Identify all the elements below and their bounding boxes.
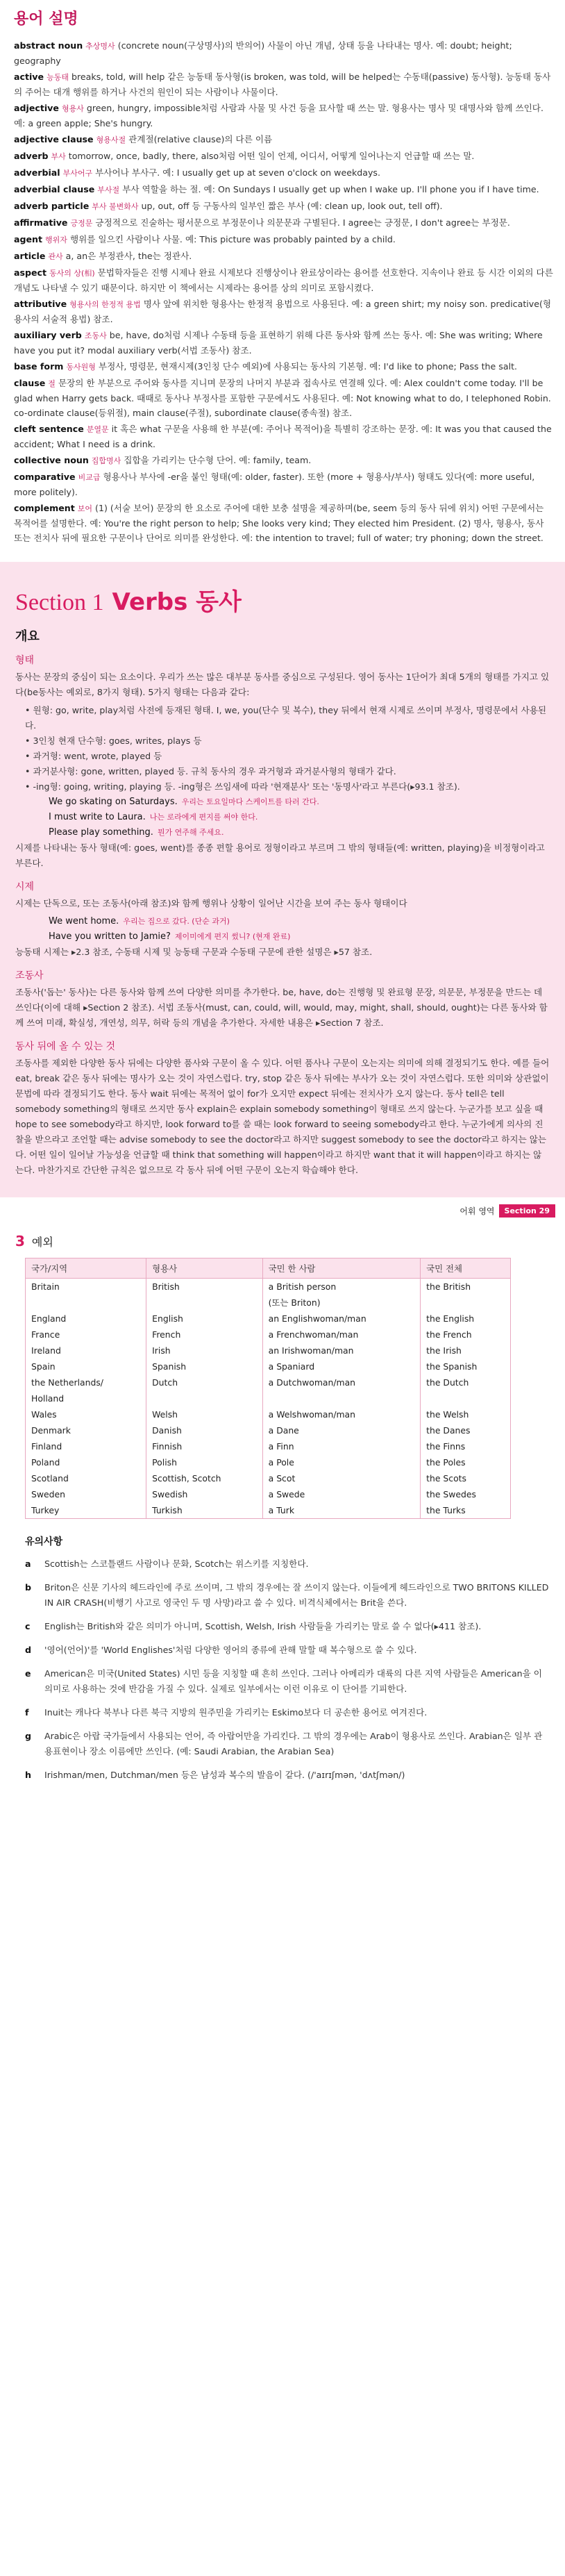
table-cell: a Pole	[262, 1454, 420, 1470]
entry-korean-term: 부사 불변화사	[92, 202, 139, 211]
table-cell: a Turk	[262, 1502, 420, 1519]
exceptions-heading	[15, 1233, 550, 1249]
example-korean: 우리는 집으로 갔다. (단순 과거)	[123, 917, 230, 926]
entry-korean-term: 집합명사	[91, 456, 121, 465]
table-cell: Sweden	[26, 1486, 146, 1502]
table-cell: Danish	[146, 1422, 263, 1438]
entry-definition: 긍정적으로 진술하는 평서문으로 부정문이나 의문문과 구별된다. I agree는 긍정문, I don't agree는 부정문.	[95, 217, 510, 228]
section-title	[15, 583, 550, 617]
entry-definition: 부사어나 부사구. 예: I usually get up at seven o'clock on weekdays.	[95, 167, 380, 178]
table-row	[26, 1406, 511, 1422]
entry-term: adverbial clause	[14, 184, 95, 194]
glossary-title: 용어 설명	[14, 10, 78, 28]
table-cell: the Netherlands/	[26, 1374, 146, 1390]
form-bullet	[25, 703, 550, 733]
example-english: Please play something.	[49, 827, 153, 838]
example-english: We go skating on Saturdays.	[49, 797, 178, 807]
entry-definition: a, an은 부정관사, the는 정관사.	[65, 251, 192, 261]
form-bullets	[15, 703, 550, 795]
entry-korean-term: 부사	[51, 152, 66, 161]
entry-definition: 문법학자들은 진행 시제나 완료 시제보다 진행상이나 완료상이라는 용어를 선호한다. 지속이나 완료 등 시간 이외의 다른 개념도 나타낼 수 있기 때문이다. 하지만 이 책에서는 시제라는 용어를 상의 의미로 포함시켰다.	[14, 267, 553, 293]
note-item	[25, 1768, 550, 1783]
glossary-entry	[14, 376, 554, 420]
table-cell: Ireland	[26, 1343, 146, 1358]
example-sentence	[49, 929, 550, 945]
section-heading: Verbs 동사	[112, 588, 242, 616]
entry-term: complement	[14, 503, 75, 513]
table-cell: Denmark	[26, 1422, 146, 1438]
table-cell: an Englishwoman/man	[262, 1311, 420, 1327]
example-english: I must write to Laura.	[49, 812, 146, 822]
glossary-entry	[14, 165, 554, 181]
overview-heading: 개요	[15, 629, 40, 644]
glossary	[0, 0, 565, 556]
note-item	[25, 1619, 550, 1634]
form-heading: 형태	[15, 655, 35, 666]
table-cell: the Welsh	[421, 1406, 511, 1422]
table-cell: a British person	[262, 1279, 420, 1295]
entry-term: adverb	[14, 151, 49, 161]
bullet-text: 과거분사형: gone, written, played 등. 규칙 동사의 경우 과거형과 과거분사형의 형태가 같다.	[33, 766, 396, 776]
entry-term: affirmative	[14, 217, 68, 228]
table-header-cell: 국가/지역	[26, 1258, 146, 1279]
note-letter: f	[25, 1707, 29, 1718]
note-item	[25, 1666, 550, 1697]
table-cell: French	[146, 1327, 263, 1343]
note-text: Scottish는 스코틀랜드 사람이나 문화, Scotch는 위스키를 지칭한다.	[44, 1559, 309, 1569]
entry-korean-term: 부사어구	[62, 169, 93, 178]
table-cell: Turkish	[146, 1502, 263, 1519]
entry-definition: (1) (서술 보어) 문장의 한 요소로 주어에 대한 보충 설명을 제공하며(be, seem 등의 동사 뒤에 위치) 어떤 구문에서는 목적어를 설명한다. 예: You're the right person to help; She looks very kind; They elected him President. (2) 명사, 형용사, 동사 또는 전치사 뒤에 필요한 구문이나 단어로 의미를 완성한다. 예: the intention to travel; full of water; try phoning; down the street.	[14, 503, 544, 543]
form-intro: 동사는 문장의 중심이 되는 요소이다. 우리가 쓰는 많은 대부분 동사를 중심으로 구성된다. 영어 동사는 1단어가 최대 5개의 형태를 가지고 있다(be동사는 예외로, 8가지 형태). 5가지 형태는 다음과 같다:	[15, 672, 550, 697]
entry-term: adverb particle	[14, 201, 90, 211]
table-header-cell: 국민 전체	[421, 1258, 511, 1279]
table-row	[26, 1374, 511, 1390]
example-korean: 나는 로라에게 편지를 써야 한다.	[149, 813, 258, 822]
table-cell: the Swedes	[421, 1486, 511, 1502]
table-cell: the Spanish	[421, 1358, 511, 1374]
table-cell: the British	[421, 1279, 511, 1295]
table-cell: a Swede	[262, 1486, 420, 1502]
entry-term: collective noun	[14, 455, 89, 465]
note-letter: e	[25, 1668, 31, 1679]
entry-definition: green, hungry, impossible처럼 사람과 사물 및 사건 등을 묘사할 때 쓰는 말. 형용사는 명사 및 대명사와 함께 쓰인다. 예: a green apple; She's hungry.	[14, 103, 543, 128]
glossary-entry	[14, 359, 554, 374]
table-cell: (또는 Briton)	[262, 1295, 420, 1311]
glossary-entry	[14, 470, 554, 499]
example-sentence	[49, 810, 550, 825]
table-cell	[262, 1390, 420, 1406]
table-row	[26, 1311, 511, 1327]
table-cell: Scottish, Scotch	[146, 1470, 263, 1486]
bullet-text: 3인칭 현재 단수형: goes, writes, plays 등	[33, 736, 202, 746]
entry-korean-term: 비교급	[78, 473, 101, 482]
bullet-text: -ing형: going, writing, playing 등. -ing형은 쓰임새에 따라 '현재분사' 또는 '동명사'라고 부른다(▸93.1 참조).	[33, 781, 460, 792]
glossary-entry	[14, 328, 554, 358]
table-row	[26, 1327, 511, 1343]
note-letter: a	[25, 1559, 31, 1569]
entry-term: adjective clause	[14, 134, 94, 144]
entry-term: abstract noun	[14, 40, 83, 51]
entry-definition: tomorrow, once, badly, there, also처럼 어떤 일이 언제, 어디서, 어떻게 일어나는지 언급할 때 쓰는 말.	[68, 151, 475, 161]
table-cell	[26, 1295, 146, 1311]
table-row	[26, 1422, 511, 1438]
table-cell: Spanish	[146, 1358, 263, 1374]
notes-title: 유의사항	[25, 1536, 63, 1547]
section-1-band	[0, 562, 565, 1197]
glossary-entry	[14, 501, 554, 545]
table-cell	[421, 1390, 511, 1406]
form-bullet	[25, 764, 550, 779]
entry-term: cleft sentence	[14, 424, 84, 434]
after-verbs-heading: 동사 뒤에 올 수 있는 것	[15, 1041, 115, 1052]
entry-korean-term: 추상명사	[85, 42, 115, 51]
note-item	[25, 1643, 550, 1658]
table-cell: a Welshwoman/man	[262, 1406, 420, 1422]
entry-definition: 부사 역할을 하는 절. 예: On Sundays I usually get up when I wake up. I'll phone you if I have time.	[122, 184, 539, 194]
example-korean: 제이미에게 편지 썼니? (현재 완료)	[174, 932, 291, 941]
example-korean: 우리는 토요일마다 스케이트를 타러 간다.	[181, 797, 319, 806]
table-row	[26, 1502, 511, 1519]
note-text: Arabic은 아랍 국가들에서 사용되는 언어, 즉 아랍어만을 가리킨다. 그 밖의 경우에는 Arab이 형용사로 쓰인다. Arabian은 일부 관용표현이나 장소 이름에만 쓰인다. (예: Saudi Arabian, the Arabian Sea)	[44, 1731, 543, 1756]
note-letter: d	[25, 1645, 32, 1655]
exceptions-number: 3	[15, 1233, 25, 1249]
glossary-entry	[14, 453, 554, 468]
entry-definition: 형용사나 부사에 -er을 붙인 형태(예: older, faster). 또한 (more + 형용사/부사) 형태도 있다(예: more useful, more politely).	[14, 472, 535, 497]
bullet-text: 과거형: went, wrote, played 등	[33, 751, 162, 761]
note-letter: h	[25, 1770, 31, 1780]
table-row	[26, 1295, 511, 1311]
entry-term: base form	[14, 361, 64, 372]
note-item	[25, 1729, 550, 1759]
entry-definition: 명사 앞에 위치한 형용사는 한정적 용법으로 사용된다. 예: a green shirt; my noisy son. predicative(형용사의 서술적 용법) 참조.	[14, 299, 552, 324]
note-letter: g	[25, 1731, 32, 1741]
table-cell: Scotland	[26, 1470, 146, 1486]
table-cell: British	[146, 1279, 263, 1295]
bullet-marker-icon: •	[25, 705, 33, 715]
entry-term: active	[14, 72, 44, 82]
note-text: English는 British와 같은 의미가 아니며, Scottish, Welsh, Irish 사람들을 가리키는 말로 쓸 수 없다(▸411 참조).	[44, 1621, 482, 1631]
table-row	[26, 1358, 511, 1374]
table-cell: an Irishwoman/man	[262, 1343, 420, 1358]
table-body	[26, 1279, 511, 1519]
entry-term: comparative	[14, 472, 76, 482]
entry-definition: it 혹은 what 구문을 사용해 한 부분(예: 주어나 목적어)을 특별히 강조하는 문장. 예: It was you that caused the accident; What I need is a drink.	[14, 424, 552, 449]
table-cell: a Dane	[262, 1422, 420, 1438]
entry-definition: be, have, do처럼 시제나 수동태 등을 표현하기 위해 다른 동사와 함께 쓰는 동사. 예: She was writing; Where have you put it? modal auxiliary verb(서법 조동사) 참조.	[14, 330, 543, 356]
entry-korean-term: 보어	[77, 504, 93, 513]
table-cell: English	[146, 1311, 263, 1327]
table-cell: England	[26, 1311, 146, 1327]
table-row	[26, 1343, 511, 1358]
table-cell: the Poles	[421, 1454, 511, 1470]
entry-definition: 집합을 가리키는 단수형 단어. 예: family, team.	[124, 455, 312, 465]
table-cell: Polish	[146, 1454, 263, 1470]
table-cell: Finnish	[146, 1438, 263, 1454]
table-header-cell: 형용사	[146, 1258, 263, 1279]
glossary-entry	[14, 232, 554, 247]
glossary-entry	[14, 297, 554, 326]
glossary-entry	[14, 422, 554, 451]
note-item	[25, 1705, 550, 1720]
table-cell	[146, 1390, 263, 1406]
table-cell: the Finns	[421, 1438, 511, 1454]
entry-definition: up, out, off 등 구동사의 일부인 짧은 부사 (예: clean up, look out, tell off).	[141, 201, 443, 211]
entry-term: attributive	[14, 299, 67, 309]
table-cell: Wales	[26, 1406, 146, 1422]
example-english: We went home.	[49, 916, 119, 926]
table-header-row	[26, 1258, 511, 1279]
table-cell: a Spaniard	[262, 1358, 420, 1374]
entry-definition: 행위를 일으킨 사람이나 사물. 예: This picture was probably painted by a child.	[69, 234, 396, 244]
bullet-marker-icon: •	[25, 751, 33, 761]
runner-tag: Section 29	[499, 1204, 555, 1218]
glossary-entry	[14, 249, 554, 264]
table-cell: the English	[421, 1311, 511, 1327]
table-header-cell: 국민 한 사람	[262, 1258, 420, 1279]
exceptions-section	[0, 1218, 565, 1806]
table-cell: Spain	[26, 1358, 146, 1374]
bullet-text: 원형: go, write, play처럼 사전에 등재된 형태. I, we, you(단수 및 복수), they 뒤에서 현재 시제로 쓰이며 부정사, 명령문에서 사용된다.	[25, 705, 547, 731]
entry-korean-term: 행위자	[45, 235, 67, 244]
running-header	[0, 1197, 565, 1218]
bullet-marker-icon: •	[25, 736, 33, 746]
form-examples	[15, 795, 550, 840]
after-verbs-text: 조동사를 제외한 다양한 동사 뒤에는 다양한 품사와 구문이 올 수 있다. 어떤 품사나 구문이 오는지는 의미에 의해 결정되기도 한다. 예를 들어 eat, break 같은 동사 뒤에는 명사가 오는 것이 자연스럽다. try, stop 같은 동사 뒤에는 부사가 오는 것이 자연스럽다. 또한 의미와 상관없이 문법에 따라 결정되기도 한다. 동사 wait 뒤에는 목적어 없이 for가 오지만 expect 뒤에는 전치사가 오지 않는다. 동사 tell은 tell somebody something의 형태로 쓰지만 동사 explain은 explain somebody something이 형태로 쓰지 않는다. 누군가를 보고 싶을 때 hope to see somebody라고 하지만, look forward to를 쓸 때는 look forward to seeing somebody라고 한다. 누군가에게 의사의 진찰을 받으라고 조언할 때는 advise somebody to see the doctor라고 하지만 suggest somebody to see the doctor라고 하지는 않는다. 어떤 일이 일어날 가능성을 언급할 때 think that something will happen이라고 하지만 want that it will happen이라고 하지는 않는다. 마찬가지로 간단한 규칙은 없으므로 각 동사 뒤에 어떤 구문이 오는지 학습해야 한다.	[15, 1058, 550, 1175]
tense-heading: 시제	[15, 881, 35, 892]
entry-korean-term: 관사	[48, 252, 63, 261]
table-cell: a Finn	[262, 1438, 420, 1454]
glossary-entry	[14, 69, 554, 99]
table-cell: the Scots	[421, 1470, 511, 1486]
glossary-entry	[14, 101, 554, 131]
note-letter: c	[25, 1621, 31, 1631]
bullet-marker-icon: •	[25, 766, 33, 776]
entry-definition: (concrete noun(구상명사)의 반의어) 사물이 아닌 개념, 상태 등을 나타내는 명사. 예: doubt; height; geography	[14, 40, 512, 66]
entry-definition: 관계절(relative clause)의 다른 이름	[128, 134, 273, 144]
entry-korean-term: 동사의 상(相)	[49, 269, 95, 278]
entry-korean-term: 분열문	[86, 425, 109, 434]
note-text: Irishman/men, Dutchman/men 등은 남성과 복수의 발음이 같다. (/'aɪrɪʃmən, 'dʌtʃmən/)	[44, 1770, 405, 1780]
table-row	[26, 1470, 511, 1486]
table-cell: France	[26, 1327, 146, 1343]
glossary-entry	[14, 199, 554, 214]
entry-korean-term: 절	[48, 379, 56, 388]
aux-heading: 조동사	[15, 970, 44, 981]
glossary-list	[14, 38, 554, 545]
table-cell	[146, 1295, 263, 1311]
example-sentence	[49, 914, 550, 929]
example-english: Have you written to Jamie?	[49, 931, 171, 942]
entry-korean-term: 형용사	[61, 104, 84, 113]
entry-term: clause	[14, 378, 46, 388]
glossary-entry	[14, 182, 554, 197]
glossary-entry	[14, 149, 554, 164]
table-cell: Holland	[26, 1390, 146, 1406]
table-row	[26, 1438, 511, 1454]
glossary-entry	[14, 265, 554, 295]
entry-term: adverbial	[14, 167, 60, 178]
entry-korean-term: 동사원형	[66, 363, 96, 372]
table-cell: the Danes	[421, 1422, 511, 1438]
tense-examples	[15, 914, 550, 945]
example-sentence	[49, 795, 550, 810]
note-text: Inuit는 캐나다 북부나 다른 북극 지방의 원주민을 가리키는 Eskimo보다 더 공손한 용어로 여겨진다.	[44, 1707, 428, 1718]
bullet-marker-icon: •	[25, 781, 33, 792]
entry-korean-term: 부사절	[97, 185, 120, 194]
note-text: '영어(언어)'를 'World Englishes'처럼 다양한 영어의 종류에 관해 말할 때 복수형으로 쓸 수 있다.	[44, 1645, 417, 1655]
entry-definition: 부정사, 명령문, 현재시제(3인칭 단수 예외)에 사용되는 동사의 기본형. 예: I'd like to phone; Pass the salt.	[98, 361, 518, 372]
example-sentence	[49, 825, 550, 840]
entry-term: agent	[14, 234, 43, 244]
entry-term: article	[14, 251, 46, 261]
table-cell: the Irish	[421, 1343, 511, 1358]
example-korean: 뭔가 연주해 주세요.	[157, 828, 224, 837]
entry-term: aspect	[14, 267, 47, 278]
entry-term: adjective	[14, 103, 59, 113]
table-row	[26, 1279, 511, 1295]
table-cell: Irish	[146, 1343, 263, 1358]
note-text: Briton은 신문 기사의 헤드라인에 주로 쓰이며, 그 밖의 경우에는 잘 쓰이지 않는다. 이들에게 헤드라인으로 TWO BRITONS KILLED IN AIR CRASH(비행기 사고로 영국인 두 명 사망)라고 쓸 수 있다. 비격식체에서는 Brit을 쓴다.	[44, 1582, 549, 1608]
nationality-table	[25, 1258, 511, 1519]
note-text: American은 미국(United States) 시민 등을 지칭할 때 흔히 쓰인다. 그러나 아메리카 대륙의 다른 지역 사람들은 American을 이 의미로 사용하는 것에 반감을 가질 수 있다. 실제로 일부에서는 이런 이유로 이 단어를 기피한다.	[44, 1668, 542, 1694]
table-cell: a Dutchwoman/man	[262, 1374, 420, 1390]
entry-definition: 문장의 한 부분으로 주어와 동사를 지니며 문장의 나머지 부분과 접속사로 연결해 있다. 예: Alex couldn't come today. I'll be glad when Harry gets back. 때때로 동사나 부정사를 포함한 구문에서도 사용된다. 예: Not knowing what to do, I telephoned Robin. co-ordinate clause(등위절), main clause(주절), subordinate clause(종속절) 참조.	[14, 378, 551, 418]
table-cell: the Turks	[421, 1502, 511, 1519]
table-cell: Finland	[26, 1438, 146, 1454]
notes-list	[15, 1556, 550, 1783]
table-cell: Turkey	[26, 1502, 146, 1519]
table-cell: Welsh	[146, 1406, 263, 1422]
table-cell: Swedish	[146, 1486, 263, 1502]
form-bullet	[25, 779, 550, 795]
table-cell: Poland	[26, 1454, 146, 1470]
table-cell: the French	[421, 1327, 511, 1343]
form-note: 시제를 나타내는 동사 형태(예: goes, went)를 종종 편할 용어로 정형이라고 부르며 그 밖의 형태들(예: written, playing)을 비정형이라고 부른다.	[15, 842, 545, 868]
glossary-entry	[14, 38, 554, 68]
entry-korean-term: 긍정문	[70, 219, 93, 228]
entry-definition: breaks, told, will help 같은 능동태 동사형(is broken, was told, will be helped는 수동태(passive) 동사형). 능동태 동사의 주어는 대개 행위를 하거나 사건의 원인이 되는 사람이나 사물이다.	[14, 72, 551, 97]
form-bullet	[25, 749, 550, 764]
table-cell: a Frenchwoman/man	[262, 1327, 420, 1343]
note-item	[25, 1580, 550, 1611]
note-item	[25, 1556, 550, 1572]
table-cell	[421, 1295, 511, 1311]
entry-korean-term: 형용사절	[96, 135, 126, 144]
aux-text: 조동사('돕는' 동사)는 다른 동사와 함께 쓰여 다양한 의미를 추가한다. be, have, do는 진행형 및 완료형 문장, 의문문, 부정문을 만드는 데 쓰인다(이에 대해 ▸Section 2 참조). 서법 조동사(must, can, could, will, would, may, might, shall, should, ought)는 다른 동사와 함께 쓰여 미래, 확실성, 개연성, 의무, 허락 등의 개념을 추가한다. 자세한 내용은 ▸Section 7 참조.	[15, 987, 548, 1028]
table-cell: Britain	[26, 1279, 146, 1295]
table-cell: a Scot	[262, 1470, 420, 1486]
table-row	[26, 1454, 511, 1470]
form-bullet	[25, 733, 550, 749]
glossary-entry	[14, 215, 554, 231]
table-row	[26, 1486, 511, 1502]
entry-term: auxiliary verb	[14, 330, 82, 340]
table-cell: Dutch	[146, 1374, 263, 1390]
glossary-entry	[14, 132, 554, 147]
table-cell: the Dutch	[421, 1374, 511, 1390]
exceptions-label: 예외	[31, 1235, 53, 1249]
tense-note: 능동태 시제는 ▸2.3 참조, 수동태 시제 및 능동태 구문과 수동태 구문에 관한 설명은 ▸57 참조.	[15, 947, 373, 957]
entry-korean-term: 조동사	[84, 331, 107, 340]
table-row	[26, 1390, 511, 1406]
note-letter: b	[25, 1582, 32, 1593]
entry-korean-term: 능동태	[47, 73, 69, 82]
section-number: Section 1	[15, 590, 104, 615]
tense-text: 시제는 단독으로, 또는 조동사(아래 참조)와 함께 행위나 상황이 일어난 시간을 보여 주는 동사 형태이다	[15, 898, 407, 908]
runner-label: 어휘 영역	[459, 1206, 495, 1216]
entry-korean-term: 형용사의 한정적 용법	[69, 300, 141, 309]
